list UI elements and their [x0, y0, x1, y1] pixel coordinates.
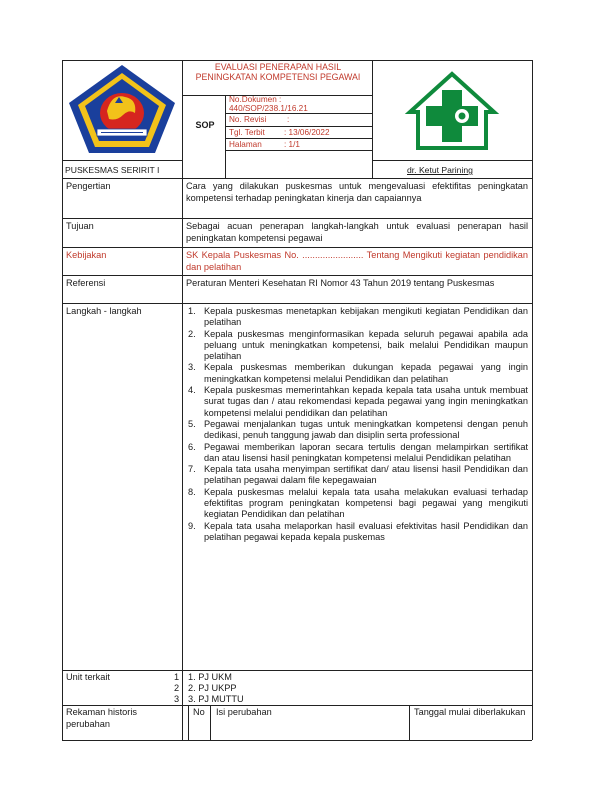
text-referensi: Peraturan Menteri Kesehatan RI Nomor 43 Tahun 2019 tentang Puskesmas [186, 278, 495, 288]
revision-value: : [287, 115, 290, 124]
list-item: 4. Kepala puskesmas memerintahkan kepada kepala tata usaha untuk membuat surat tugas dan / atau rekomendasi kepada pegawai yang ingin meningkatkan kompetensi melalui pendidikan dan pelatihan [188, 385, 528, 418]
revision-label: No. Revisi [229, 115, 267, 124]
sop-document [62, 60, 532, 740]
issue-date-value: : 13/06/2022 [284, 128, 330, 137]
sop-title: EVALUASI PENERAPAN HASIL PENINGKATAN KOMPETENSI PEGAWAI [195, 62, 361, 82]
label-unit-terkait: Unit terkait [66, 672, 110, 682]
label-tujuan: Tujuan [66, 221, 94, 231]
list-item: 7. Kepala tata usaha menyimpan sertifikat dan/ atau lisensi hasil Pendidikan dan pelatihan pegawai dalam file kepegawaian [188, 464, 528, 486]
unit-item-3: 3. PJ MUTTU [188, 694, 244, 704]
doc-number-label: No.Dokumen : [229, 95, 282, 104]
list-item: 5. Pegawai menjalankan tugas untuk meningkatkan kompetensi dengan penuh dedikasi, penuh tanggung jawab dan disiplin serta professional [188, 418, 528, 441]
list-item: 9. Kepala tata usaha melaporkan hasil evaluasi efektivitas hasil Pendidikan dan pelatihan pegawai kepada kepala puskemas [188, 520, 528, 542]
text-pengertian: Cara yang dilakukan puskesmas untuk mengevaluasi efektifitas peningkatan kompetensi terhadap peningkatan kinerja dan capaiannya [186, 181, 528, 203]
page-value: : 1/1 [284, 140, 300, 149]
steps-list [188, 306, 528, 543]
unit-idx-1: 1 [174, 672, 180, 682]
list-item: 1. Kepala puskesmas menetapkan kebijakan mengikuti kegiatan Pendidikan dan pelatihan [188, 306, 528, 328]
label-pengertian: Pengertian [66, 181, 111, 191]
sop-label: SOP [195, 120, 215, 130]
unit-item-2: 2. PJ UKPP [188, 683, 237, 693]
list-item: 2. Kepala puskesmas menginformasikan kepada seluruh pegawai apabila ada peluang untuk meningkatkan kompetensi, baik melalui Pendidikan maupun pelatihan [188, 328, 528, 362]
text-kebijakan: SK Kepala Puskesmas No. ........................ Tentang Mengikuti kegiatan pendidikan dan pelatihan [186, 250, 528, 272]
doc-number-value: 440/SOP/238.1/16.21 [229, 104, 308, 113]
signatory-name: dr. Ketut Parining [407, 165, 473, 175]
health-center-logo [402, 68, 502, 152]
list-item: 3. Kepala puskesmas memberikan dukungan kepada pegawai yang ingin meningkatkan kompetensi melalui Pendidikan dan pelatihan [188, 362, 528, 384]
list-item: 6. Pegawai memberikan laporan secara tertulis dengan melampirkan sertifikat dan atau lisensi hasil peningkatan kompetensi melalui Pendidikan pelatihan [188, 441, 528, 463]
page-label: Halaman [229, 140, 262, 149]
unit-idx-2: 2 [174, 683, 180, 693]
col-no: No [193, 707, 205, 717]
label-langkah: Langkah - langkah [66, 306, 142, 316]
issue-date-label: Tgl. Terbit [229, 128, 265, 137]
col-isi-perubahan: Isi perubahan [216, 707, 272, 717]
text-tujuan: Sebagai acuan penerapan langkah-langkah untuk evaluasi penerapan hasil peningkatan kompetensi pegawai [186, 221, 528, 243]
label-rekaman: Rekaman historis perubahan [66, 707, 137, 729]
org-name: PUSKESMAS SERIRIT I [65, 165, 160, 175]
puskesmas-logo [67, 63, 177, 155]
label-kebijakan: Kebijakan [66, 250, 107, 260]
list-item: 8. Kepala puskesmas melalui kepala tata usaha melakukan evaluasi terhadap efektifitas program peningkatan kompetensi bagi pegawai yang mengikuti kegiatan Pendidikan dan pelatihan [188, 486, 528, 520]
unit-item-1: 1. PJ UKM [188, 672, 232, 682]
col-tanggal: Tanggal mulai diberlakukan [414, 707, 526, 717]
label-referensi: Referensi [66, 278, 106, 288]
unit-idx-3: 3 [174, 694, 180, 704]
